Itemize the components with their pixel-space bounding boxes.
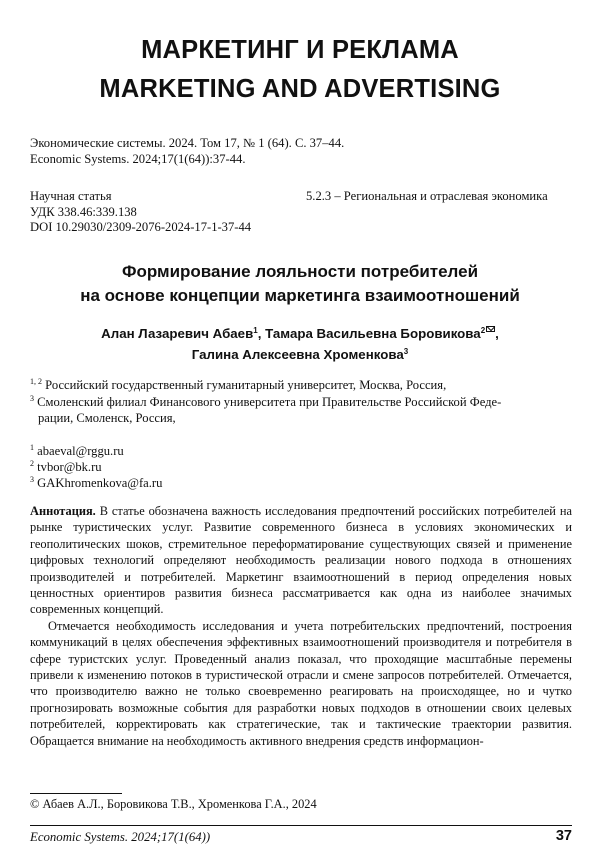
email-link[interactable]: abaeval@rggu.ru — [37, 444, 124, 458]
journal-section-title-ru: МАРКЕТИНГ И РЕКЛАМА — [141, 36, 459, 64]
abstract — [30, 503, 572, 749]
affiliation-sup: 1, 2 — [30, 377, 42, 386]
email-link[interactable]: GAKhromenkova@fa.ru — [37, 476, 163, 490]
author-sup: 1 — [253, 326, 258, 335]
emails — [30, 443, 162, 491]
journal-section-title-en: MARKETING AND ADVERTISING — [99, 75, 501, 103]
footer-journal: Economic Systems. 2024;17(1(64)) — [30, 830, 211, 844]
email-link[interactable]: tvbor@bk.ru — [37, 460, 102, 474]
page-number: 37 — [555, 828, 572, 844]
article-title-line1: Формирование лояльности потребителей — [121, 262, 479, 281]
author-name: Галина Алексеевна Хроменкова — [191, 347, 404, 362]
article-type: Научная статья — [30, 189, 112, 203]
author-sup: 3 — [403, 347, 409, 356]
citation-ru: Экономические системы. 2024. Том 17, № 1 (64). С. 37–44. — [30, 136, 345, 150]
author-sup: 2 — [480, 326, 486, 335]
doi: DOI 10.29030/2309-2076-2024-17-1-37-44 — [30, 220, 252, 234]
footnote-divider — [30, 793, 122, 794]
article-info — [30, 189, 330, 236]
abstract-para1: В статье обозначена важность исследования предпочтений российских потребителей на рынке туристических услуг. Развитие современного бизнеса в условиях экономических и геополитических шоков, стремительное переформатирование существующих связей и применение цифровых технологий определяют необходимость реализации нового подхода в отношениях производителей и потребителей. Маркетинг взаимоотношений в период определения новых ценностных ориентиров развития бизнеса рассматривается как одна из наиболее значимых современных концепций. — [30, 504, 572, 617]
affiliation-text: Смоленский филиал Финансового университета при Правительстве Российской Феде- — [37, 394, 502, 409]
authors-list: Алан Лазаревич Абаев$^1$, Тамара Васильевна Боровикова$^2$ , Галина Алексеевна Хроменкова$^3$ — [101, 326, 499, 362]
email-sup: 2 — [30, 459, 34, 468]
abstract-para2: Отмечается необходимость исследования и учета потребительских предпочтений, построения коммуникаций в целях обеспечения эффективных взаимоотношений производителя и потребителя в сфере туристских услуг. Проведенный анализ показал, что проходящие масштабные перемены привели к изменению потоков в туристической отрасли и смене запросов потребителей. Отмечается, что производителю важно не только своевременно реагировать на происходящее, но и чутко прогнозировать возможные события для разработки новых подходов в отношении своих целевых потребителей, корректировать как стратегические, так и тактические траектории развития. Обращается внимание на необходимость активного внедрения средств информацион- — [30, 618, 572, 748]
copyright: © Абаев А.Л., Боровикова Т.В., Хроменкова Г.А., 2024 — [30, 797, 317, 811]
affiliations — [30, 377, 572, 427]
article-title — [0, 260, 600, 308]
citation-block — [30, 136, 344, 167]
citation-en: Economic Systems. 2024;17(1(64)):37-44. — [30, 151, 246, 166]
affiliation-text-cont: рации, Смоленск, Россия, — [38, 411, 176, 425]
email-sup: 3 — [30, 475, 34, 484]
udc-code: УДК 338.46:339.138 — [30, 204, 137, 219]
article-title-line2: на основе концепции маркетинга взаимоотношений — [80, 286, 520, 305]
affiliation-text: Российский государственный гуманитарный университет, Москва, Россия, — [45, 378, 447, 392]
author-name: Алан Лазаревич Абаев — [101, 326, 254, 341]
envelope-icon — [486, 326, 495, 332]
email-sup: 1 — [30, 443, 34, 452]
affiliation-sup: 3 — [30, 393, 34, 403]
author-name: Тамара Васильевна Боровикова — [265, 326, 481, 341]
specialty-code: 5.2.3 – Региональная и отраслевая экономика — [306, 189, 548, 203]
footer-divider — [30, 825, 572, 826]
abstract-label: Аннотация. — [30, 504, 96, 518]
